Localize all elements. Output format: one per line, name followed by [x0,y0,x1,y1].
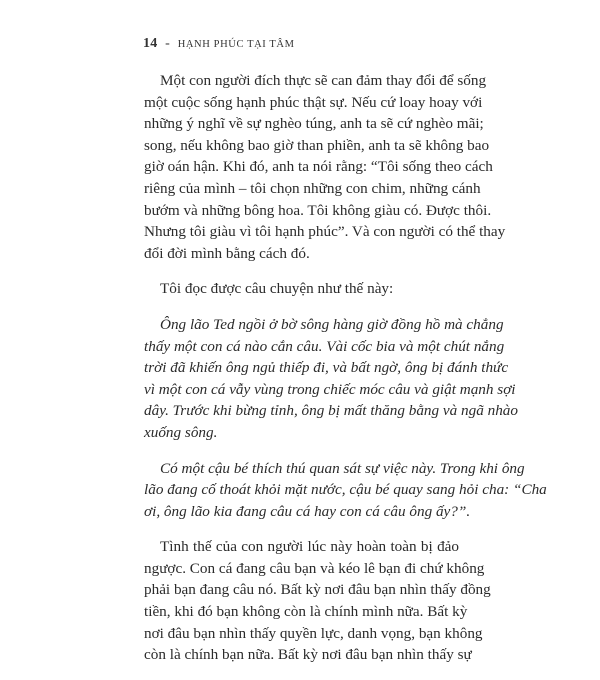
paragraph [144,70,506,264]
text-line: Ông lão Ted ngồi ở bờ sông hàng giờ đồng hồ mà chẳng [160,315,504,333]
text-line: song, nếu không bao giờ than phiền, anh ta sẽ không bao [144,136,490,154]
paragraph [144,536,491,666]
text-line: thấy một con cá nào cắn câu. Vài cốc bia và một chút nắng [144,337,505,355]
text-line: ơi, ông lão kia đang câu cá hay con cá câu ông ấy?”. [144,502,471,520]
text-line: trời đã khiến ông ngủ thiếp đi, và bất ngờ, ông bị đánh thức [144,359,509,377]
text-line: dây. Trước khi bừng tỉnh, ông bị mất thăng bằng và ngã nhào [144,402,518,420]
text-line: riêng của mình – tôi chọn những con chim, những cánh [144,179,481,197]
quoted-story-paragraph [144,314,518,444]
page-number: 14 [143,36,158,51]
page-body [144,70,547,680]
text-line: tiền, khi đó bạn không còn là chính mình nữa. Bất kỳ [144,603,468,621]
text-line: lão đang cố thoát khỏi mặt nước, cậu bé quay sang hỏi cha: “Cha [144,481,547,499]
text-line: vì một con cá vẫy vùng trong chiếc móc câu và giật mạnh sợi [144,380,516,398]
text-line: Có một cậu bé thích thú quan sát sự việc này. Trong khi ông [160,459,525,477]
text-line: phải bạn đang câu nó. Bất kỳ nơi đâu bạn nhìn thấy đồng [144,581,491,599]
text-line: Nhưng tôi giàu vì tôi hạnh phúc”. Và con người có thể thay [144,223,506,241]
text-line: một cuộc sống hạnh phúc thật sự. Nếu cứ loay hoay với [144,93,483,111]
text-line: nơi đâu bạn nhìn thấy quyền lực, danh vọng, bạn không [144,624,483,642]
text-line: những ý nghĩ về sự nghèo túng, anh ta sẽ cứ nghèo mãi; [144,115,484,133]
text-line: Tình thế của con người lúc này hoàn toàn bị đảo [160,538,459,556]
book-title: HẠNH PHÚC TẠI TÂM [177,39,295,50]
text-line: Tôi đọc được câu chuyện như thế này: [160,280,394,298]
text-line: còn là chính bạn nữa. Bất kỳ nơi đâu bạn nhìn thấy sự [144,646,472,664]
paragraph [144,278,459,300]
text-line: giờ oán hận. Khi đó, anh ta nói rằng: “Tôi sống theo cách [144,158,493,176]
text-line: bướm và những bông hoa. Tôi không giàu có. Được thôi. [144,201,492,219]
text-line: Một con người đích thực sẽ can đảm thay đổi để sống [160,72,487,89]
text-line: xuống sông. [144,423,218,441]
header-separator: - [165,36,170,51]
quoted-story-paragraph [144,458,547,523]
running-header [143,36,295,52]
text-line: đổi đời mình bằng cách đó. [144,244,310,262]
text-line: ngược. Con cá đang câu bạn và kéo lê bạn đi chứ không [144,559,485,577]
